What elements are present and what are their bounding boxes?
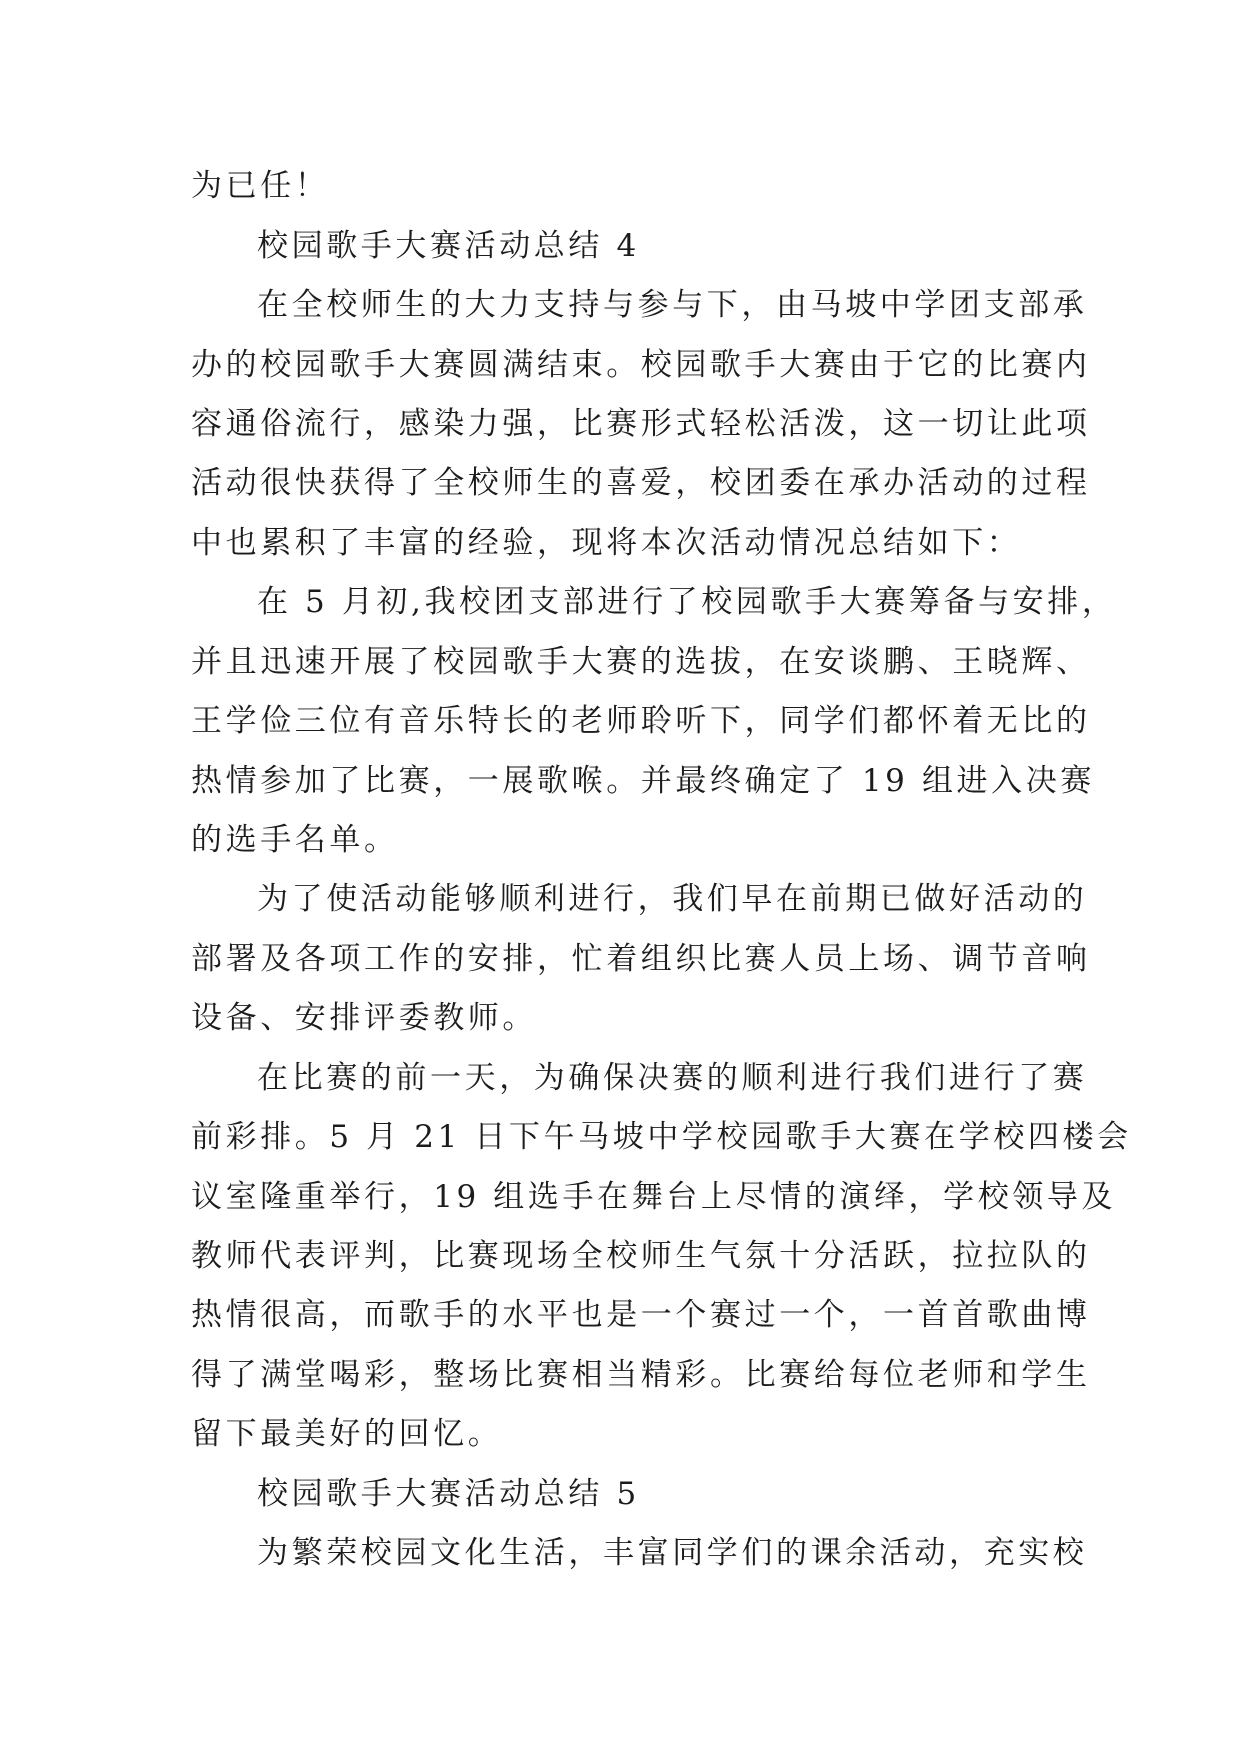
text-line: 的选手名单。 [191, 822, 399, 858]
text-line: 为繁荣校园文化生活，丰富同学们的课余活动，充实校 [257, 1535, 1088, 1571]
text-line: 在比赛的前一天，为确保决赛的顺利进行我们进行了赛 [257, 1060, 1088, 1096]
text-line: 得了满堂喝彩，整场比赛相当精彩。比赛给每位老师和学生 [191, 1357, 1091, 1393]
text-line: 热情参加了比赛，一展歌喉。并最终确定了 19 组进入决赛 [191, 763, 1095, 799]
text-line: 容通俗流行，感染力强，比赛形式轻松活泼，这一切让此项 [191, 406, 1091, 442]
text-line: 热情很高，而歌手的水平也是一个赛过一个，一首首歌曲博 [191, 1297, 1091, 1333]
text-line: 设备、安排评委教师。 [191, 1000, 537, 1036]
text-line: 王学俭三位有音乐特长的老师聆听下，同学们都怀着无比的 [191, 703, 1091, 739]
text-line: 活动很快获得了全校师生的喜爱，校团委在承办活动的过程 [191, 465, 1091, 501]
text-line: 在 5 月初,我校团支部进行了校园歌手大赛筹备与安排， [257, 584, 1117, 620]
text-line: 办的校园歌手大赛圆满结束。校园歌手大赛由于它的比赛内 [191, 347, 1091, 383]
section-heading: 校园歌手大赛活动总结 5 [257, 1476, 640, 1512]
text-line: 为了使活动能够顺利进行，我们早在前期已做好活动的 [257, 881, 1088, 917]
section-heading: 校园歌手大赛活动总结 4 [257, 228, 640, 264]
text-line: 部署及各项工作的安排，忙着组织比赛人员上场、调节音响 [191, 941, 1091, 977]
text-line: 教师代表评判，比赛现场全校师生气氛十分活跃，拉拉队的 [191, 1238, 1091, 1274]
text-line: 在全校师生的大力支持与参与下，由马坡中学团支部承 [257, 287, 1088, 323]
text-line: 为已任！ [191, 168, 330, 204]
text-line: 并且迅速开展了校园歌手大赛的选拔，在安谈鹏、王晓辉、 [191, 644, 1091, 680]
text-line: 中也累积了丰富的经验，现将本次活动情况总结如下： [191, 525, 1022, 561]
text-line: 议室隆重举行，19 组选手在舞台上尽情的演绎，学校领导及 [191, 1179, 1117, 1215]
text-line: 留下最美好的回忆。 [191, 1416, 503, 1452]
text-line: 前彩排。5 月 21 日下午马坡中学校园歌手大赛在学校四楼会 [191, 1119, 1132, 1155]
